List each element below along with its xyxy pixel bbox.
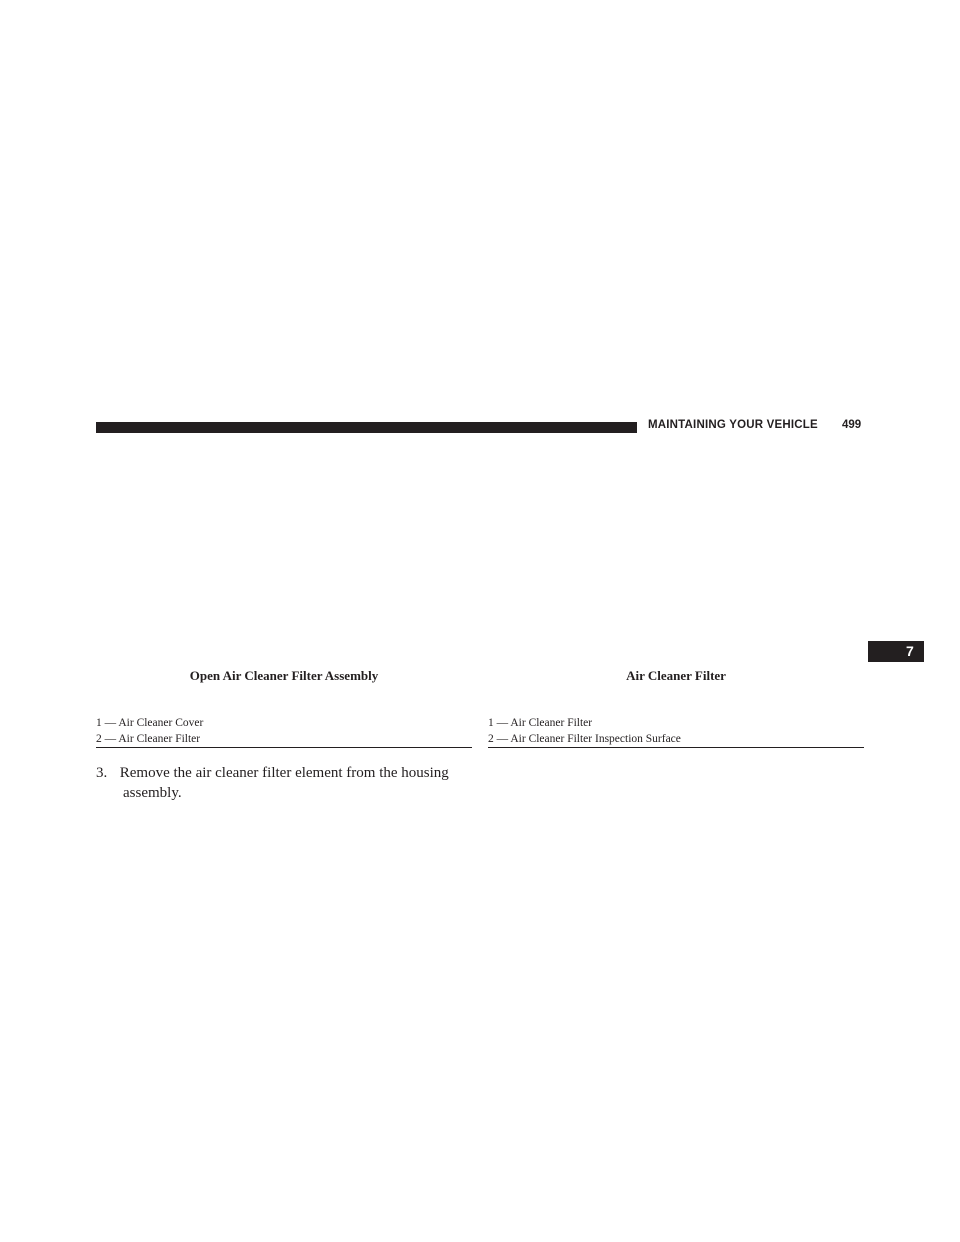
step-number: 3.	[96, 765, 108, 781]
legend-divider-right	[488, 747, 864, 748]
legend-item: 1 — Air Cleaner Filter	[488, 717, 593, 729]
legend-item: 1 — Air Cleaner Cover	[96, 717, 204, 729]
figure-caption-left: Open Air Cleaner Filter Assembly	[189, 668, 379, 683]
legend-item: 2 — Air Cleaner Filter Inspection Surface	[488, 733, 681, 745]
figure-legend-left	[96, 715, 203, 747]
step-text-line1: Remove the air cleaner filter element from the housing	[119, 765, 449, 781]
figure-caption-right: Air Cleaner Filter	[626, 668, 726, 683]
procedure-step	[96, 763, 472, 803]
legend-item: 2 — Air Cleaner Filter	[96, 733, 201, 745]
page-number: 499	[842, 419, 862, 431]
legend-divider-left	[96, 747, 472, 748]
section-title: MAINTAINING YOUR VEHICLE	[648, 419, 818, 431]
step-text-line2: assembly.	[123, 785, 182, 801]
figure-legend-right	[488, 715, 681, 747]
chapter-tab	[868, 641, 924, 662]
chapter-number: 7	[906, 643, 914, 659]
header-rule-bar	[96, 422, 637, 433]
